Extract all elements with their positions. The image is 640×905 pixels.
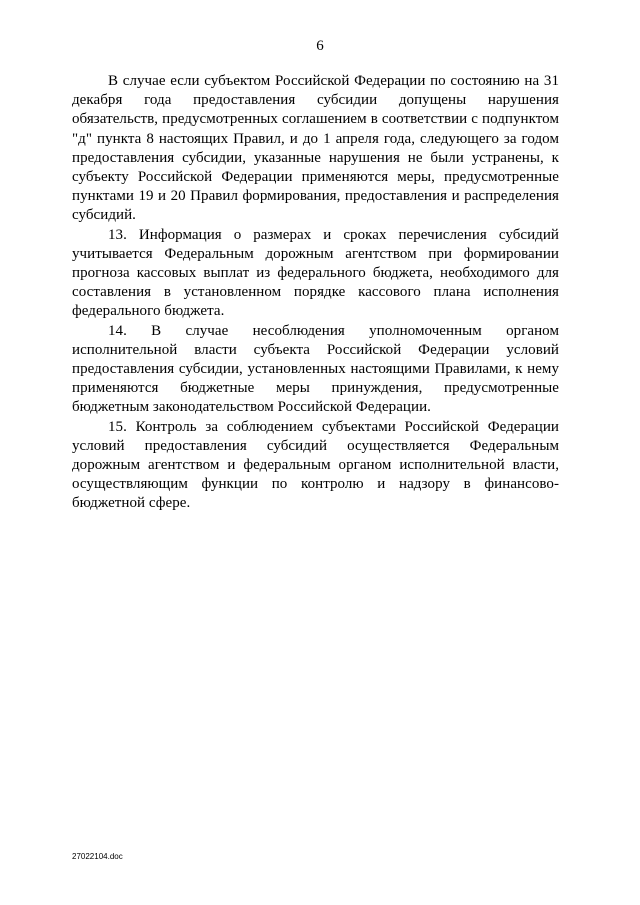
paragraph-violations: В случае если субъектом Российской Федерации по состоянию на 31 декабря года предоставления субсидии допущены нарушения обязательств, предусмотренных соглашением в соответствии с подпунктом "д" пункта 8 настоящих Правил, и до 1 апреля года, следующего за годом предоставления субсидии, указанные нарушения не были устранены, к субъекту Российской Федерации применяются меры, предусмотренные пунктами 19 и 20 Правил формирования, предоставления и распределения субсидий. [72, 73, 559, 224]
paragraph-14: 14. В случае несоблюдения уполномоченным органом исполнительной власти субъекта Российской Федерации условий предоставления субсидии, установленных настоящими Правилами, к нему применяются бюджетные меры принуждения, предусмотренные бюджетным законодательством Российской Федерации. [72, 322, 559, 416]
paragraph-13: 13. Информация о размерах и сроках перечисления субсидий учитывается Федеральным дорожным агентством при формировании прогноза кассовых выплат из федерального бюджета, необходимого для составления в установленном порядке кассового плана исполнения федерального бюджета. [72, 226, 559, 320]
page-number: 6 [316, 38, 324, 54]
document-body [72, 72, 559, 514]
document-filename: 27022104.doc [72, 852, 123, 861]
paragraph-15: 15. Контроль за соблюдением субъектами Российской Федерации условий предоставления субсидий осуществляется Федеральным дорожным агентством и федеральным органом исполнительной власти, осуществляющим функции по контролю и надзору в финансово-бюджетной сфере. [72, 418, 559, 512]
